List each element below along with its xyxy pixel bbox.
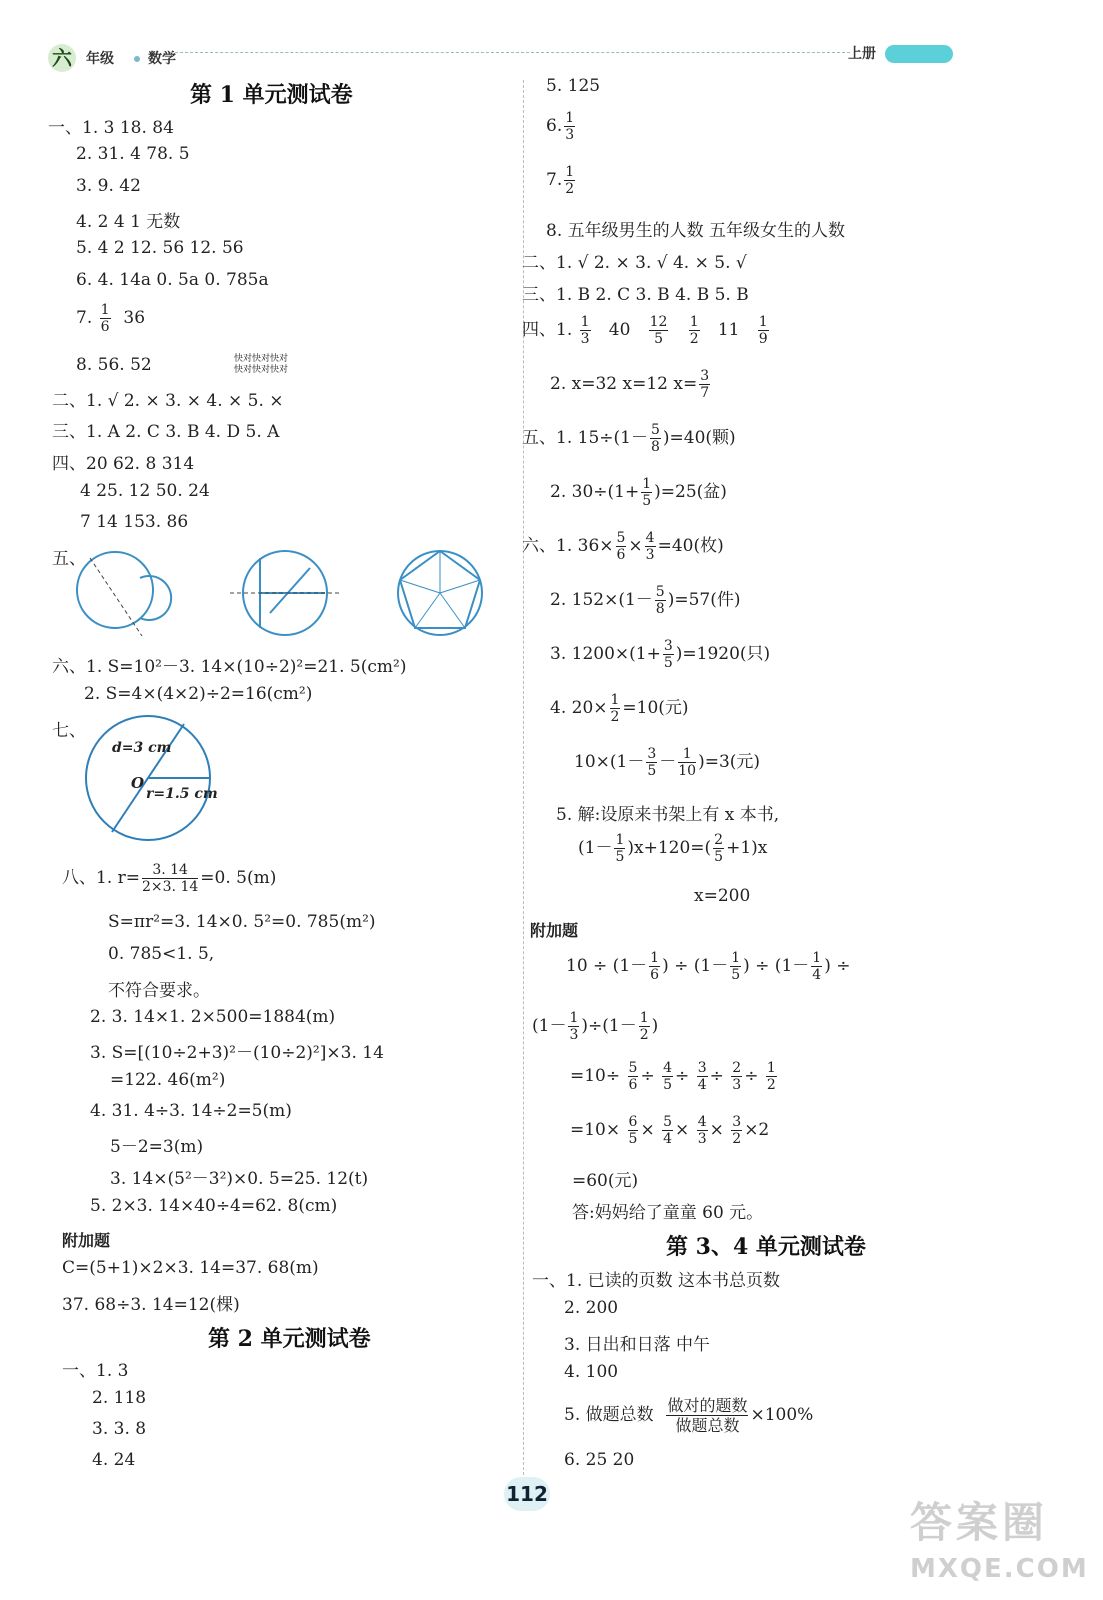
answer-line: S=πr²=3. 14×0. 5²=0. 785(m²) [108, 912, 376, 932]
answer-line: 5－2=3(m) [110, 1137, 204, 1157]
fraction: $\frac{4}{3}$ [645, 530, 655, 563]
page-number: 112 [504, 1477, 550, 1511]
drawing-circle-pentagon [398, 551, 482, 635]
fraction: $\frac{1}{3}$ [569, 1010, 579, 1043]
answer-line: 一、1. 已读的页数 这本书总页数 [532, 1271, 781, 1291]
bonus-heading: 附加题 [530, 921, 579, 940]
answer-line: 答:妈妈给了童童 60 元。 [572, 1203, 764, 1223]
answer-line: 8. 五年级男生的人数 五年级女生的人数 [546, 221, 846, 241]
answer-line: 三、1. A 2. C 3. B 4. D 5. A [52, 422, 280, 442]
bonus-heading: 附加题 [62, 1231, 111, 1250]
fraction: $\frac{5}{4}$ [663, 1114, 673, 1147]
fraction: $\frac{5}{8}$ [650, 422, 660, 455]
answer-line: 一、1. 3 18. 84 [48, 118, 174, 138]
answer-line: x=200 [694, 886, 751, 906]
unit2-title: 第 2 单元测试卷 [208, 1326, 371, 1352]
volume-label: 上册 [848, 46, 876, 62]
answer-line: 2. 118 [92, 1388, 147, 1408]
fraction: $\frac{1}{6}$ [650, 950, 660, 983]
answer-line: 5. 4 2 12. 56 12. 56 [76, 238, 244, 258]
fraction: $\frac{4}{3}$ [697, 1114, 707, 1147]
fraction: 做对的题数 做题总数 [667, 1396, 748, 1435]
answer-line: 10 ÷ (1－ $\frac{1}{6}$ ) ÷ (1－ $\frac{1}{5}$ ) ÷ (1－ $\frac{1}{4}$ ) ÷ [566, 950, 851, 983]
answer-line: 4. 31. 4÷3. 14÷2=5(m) [90, 1101, 292, 1121]
fraction: $\frac{1}{2}$ [766, 1060, 776, 1093]
answer-line: 不符合要求。 [108, 981, 210, 1001]
center-label: O [131, 774, 145, 792]
answer-line: 3. 14×(5²－3²)×0. 5=25. 12(t) [110, 1169, 369, 1189]
answer-line: 2. S=4×(4×2)÷2=16(cm²) [84, 684, 313, 704]
fraction: $\frac{1}{6}$ [100, 302, 110, 335]
answer-line: 3. 3. 8 [92, 1419, 147, 1439]
unit34-title: 第 3、4 单元测试卷 [666, 1234, 866, 1260]
grade-label: 年级 [86, 51, 114, 67]
fraction: $\frac{1}{2}$ [565, 164, 575, 197]
drawing-circle-triangle [230, 551, 340, 635]
fraction: $\frac{1}{4}$ [812, 950, 822, 983]
answer-line: =60(元) [572, 1171, 639, 1191]
answer-line: 10×(1－ $\frac{3}{5}$ － $\frac{1}{10}$ )=3(元) [574, 746, 761, 779]
fraction: $\frac{1}{3}$ [565, 110, 575, 143]
answer-line: 0. 785<1. 5, [108, 944, 215, 964]
answer-line: =10÷ $\frac{5}{6}$ ÷ $\frac{4}{5}$ ÷ $\frac{3}{4}$ ÷ $\frac{2}{3}$ ÷ $\frac{1}{2}$ [570, 1060, 776, 1093]
answer-line: 2. 31. 4 78. 5 [76, 144, 190, 164]
answer-line [76, 302, 145, 335]
answer-line: 3. 1200×(1+ $\frac{3}{5}$ )=1920(只) [550, 638, 771, 671]
answer-line: 2. x=32 x=12 x= $\frac{3}{7}$ [550, 368, 710, 401]
fraction: $\frac{12}{5}$ [649, 314, 668, 347]
watermark [910, 1490, 1089, 1584]
answer-line: 二、1. √ 2. × 3. × 4. × 5. × [52, 391, 284, 411]
fraction: $\frac{2}{3}$ [732, 1060, 742, 1093]
answer-line: 6. $\frac{1}{3}$ [546, 110, 575, 143]
answer-line: 7 14 153. 86 [80, 512, 189, 532]
answer-line: 3. S=[(10÷2+3)²－(10÷2)²]×3. 14 [90, 1043, 384, 1063]
fraction: $\frac{2}{5}$ [714, 832, 724, 865]
answer-line: 7. $\frac{1}{2}$ [546, 164, 575, 197]
answer-line: 4. 2 4 1 无数 [76, 212, 181, 232]
grade-badge: 六 [48, 44, 76, 72]
fraction: $\frac{1}{2}$ [689, 314, 699, 347]
fraction: $\frac{5}{6}$ [628, 1060, 638, 1093]
answer-line: 5. 做题总数 做对的题数 做题总数 ×100% [564, 1396, 814, 1435]
answer-line: 6. 4. 14a 0. 5a 0. 785a [76, 270, 269, 290]
fraction: $\frac{1}{3}$ [580, 314, 590, 347]
answer-line: 8. 56. 52 [76, 355, 152, 375]
fraction: $\frac{1}{10}$ [678, 746, 697, 779]
answer-line: 37. 68÷3. 14=12(棵) [62, 1295, 240, 1315]
fraction: $\frac{3}{2}$ [732, 1114, 742, 1147]
fraction: $\frac{3}{7}$ [700, 368, 710, 401]
value: 36 [123, 308, 146, 328]
fraction: $\frac{1}{5}$ [615, 832, 625, 865]
handwritten-note: 快对快对快对 快对快对快对 [234, 354, 289, 375]
answer-line: 3. 日出和日落 中午 [564, 1335, 711, 1355]
answer-line: 3. 9. 42 [76, 176, 141, 196]
answer-line: 一、1. 3 [62, 1361, 129, 1381]
separator-dot [134, 56, 140, 62]
answer-line: 三、1. B 2. C 3. B 4. B 5. B [522, 285, 749, 305]
answer-line: 6. 25 20 [564, 1450, 635, 1470]
answer-line: 四、20 62. 8 314 [52, 454, 195, 474]
answer-line: 5. 解:设原来书架上有 x 本书, [556, 805, 780, 825]
answer-line: C=(5+1)×2×3. 14=37. 68(m) [62, 1258, 319, 1278]
fraction: $\frac{3}{5}$ [663, 638, 673, 671]
answer-line: 六、1. S=10²－3. 14×(10÷2)²=21. 5(cm²) [52, 657, 407, 677]
answer-line: 2. 152×(1－ $\frac{5}{8}$ )=57(件) [550, 584, 741, 617]
drawing-circle-arcs [77, 552, 171, 636]
fraction: $\frac{4}{5}$ [663, 1060, 673, 1093]
answer-line: =122. 46(m²) [110, 1070, 226, 1090]
answer-line: (1－ $\frac{1}{5}$ )x+120=( $\frac{2}{5}$ +1)x [578, 832, 768, 865]
radius-label: r=1.5 cm [146, 786, 218, 802]
item-label: 7. [76, 308, 93, 328]
fraction: $\frac{6}{5}$ [628, 1114, 638, 1147]
answer-line: (1－ $\frac{1}{3}$ )÷(1－ $\frac{1}{2}$ ) [532, 1010, 659, 1043]
answer-line: 2. 200 [564, 1298, 619, 1318]
answer-line: 2. 30÷(1+ $\frac{1}{5}$ )=25(盆) [550, 476, 727, 509]
geometry-drawings [70, 548, 500, 648]
answer-line: 五、1. 15÷(1－ $\frac{5}{8}$ )=40(颗) [522, 422, 736, 455]
fraction: $\frac{3}{4}$ [697, 1060, 707, 1093]
subject-label: 数学 [148, 51, 176, 67]
answer-line: 5. 125 [546, 76, 601, 96]
answer-line: 六、1. 36× $\frac{5}{6}$ × $\frac{4}{3}$ =40(枚) [522, 530, 724, 563]
answer-line: 2. 3. 14×1. 2×500=1884(m) [90, 1007, 336, 1027]
fraction: $\frac{1}{2}$ [639, 1010, 649, 1043]
fraction: $\frac{3}{5}$ [647, 746, 657, 779]
section-label: 五、 [52, 549, 86, 569]
answer-line: 4. 100 [564, 1362, 619, 1382]
watermark-logo: 答案圈 [910, 1498, 1049, 1547]
answer-line: =10× $\frac{6}{5}$ × $\frac{5}{4}$ × $\frac{4}{3}$ × $\frac{3}{2}$ ×2 [570, 1114, 770, 1147]
answer-line: 八、1. r= $\frac{3. 14}{2\times 3. 14}$ =0. 5(m) [62, 862, 277, 895]
header-rule [170, 52, 850, 53]
fraction: $\frac{1}{5}$ [731, 950, 741, 983]
answer-line: 四、1. $\frac{1}{3}$ 40 $\frac{12}{5}$ $\frac{1}{2}$ 11 $\frac{1}{9}$ [522, 314, 768, 347]
fraction: $\frac{1}{5}$ [642, 476, 652, 509]
header-badge [885, 45, 953, 63]
section-label: 七、 [52, 721, 86, 741]
unit1-title: 第 1 单元测试卷 [190, 82, 353, 108]
fraction: $\frac{5}{6}$ [616, 530, 626, 563]
answer-line: 二、1. √ 2. × 3. √ 4. × 5. √ [522, 253, 747, 273]
answer-line: 4 25. 12 50. 24 [80, 481, 210, 501]
fraction: $\frac{5}{8}$ [655, 584, 665, 617]
answer-line: 4. 24 [92, 1450, 136, 1470]
answer-line: 5. 2×3. 14×40÷4=62. 8(cm) [90, 1196, 338, 1216]
fraction: $\frac{1}{9}$ [758, 314, 768, 347]
circle-diagram [80, 712, 220, 844]
fraction: $\frac{3. 14}{2\times 3. 14}$ [142, 862, 199, 895]
diameter-label: d=3 cm [112, 740, 172, 756]
fraction: $\frac{1}{2}$ [610, 692, 620, 725]
watermark-url: MXQE.COM [910, 1554, 1089, 1584]
answer-line: 4. 20× $\frac{1}{2}$ =10(元) [550, 692, 689, 725]
